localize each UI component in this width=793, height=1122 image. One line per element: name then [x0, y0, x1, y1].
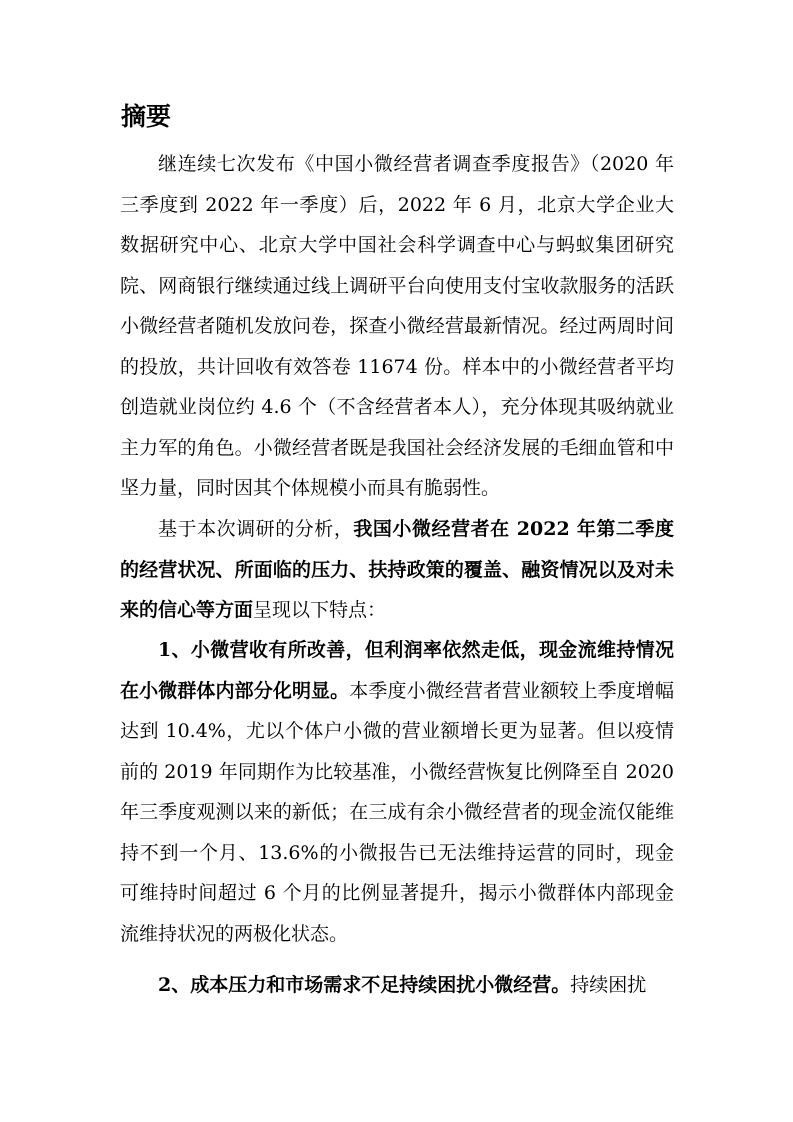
point-2-body: 持续困扰: [570, 974, 647, 996]
point-2-title: 2、成本压力和市场需求不足持续困扰小微经营。: [158, 974, 571, 996]
abstract-heading: 摘要: [121, 102, 172, 131]
findings-intro-bold: 我国小微经营者在 2022 年第二季度的经营状况、所面临的压力、扶持政策的覆盖、融资情况以及对未来的信心等方面: [120, 518, 674, 621]
paragraph-point-1: [120, 630, 674, 954]
paragraph-point-2: [120, 965, 674, 1006]
paragraph-findings-intro: [120, 509, 674, 631]
paragraph-survey-intro: [120, 144, 674, 509]
findings-intro-lead: 基于本次调研的分析，: [158, 518, 354, 540]
paragraph-survey-intro-text: 继连续七次发布《中国小微经营者调查季度报告》（2020 年三季度到 2022 年一季度）后，2022 年 6 月，北京大学企业大数据研究中心、北京大学中国社会科学调查中心与蚂蚁集团研究院、网商银行继续通过线上调研平台向使用支付宝收款服务的活跃小微经营者随机发放问卷，探查小微经营最新情况。经过两周时间的投放，共计回收有效答卷 11674 份。样本中的小微经营者平均创造就业岗位约 4.6 个（不含经营者本人），充分体现其吸纳就业主力军的角色。小微经营者既是我国社会经济发展的毛细血管和中坚力量，同时因其个体规模小而具有脆弱性。: [120, 153, 674, 499]
point-1-title: 1、小微营收有所改善，但利润率依然走低，现金流维持情况在小微群体内部分化明显。: [120, 639, 674, 702]
point-1-body: 本季度小微经营者营业额较上季度增幅达到 10.4%，尤以个体户小微的营业额增长更为显著。但以疫情前的 2019 年同期作为比较基准，小微经营恢复比例降至自 2020 年三季度观测以来的新低；在三成有余小微经营者的现金流仅能维持不到一个月、13.6%的小微报告已无法维持运营的同时，现金可维持时间超过 6 个月的比例显著提升，揭示小微群体内部现金流维持状况的两极化状态。: [120, 679, 674, 945]
findings-intro-tail: 呈现以下特点：: [253, 599, 387, 621]
